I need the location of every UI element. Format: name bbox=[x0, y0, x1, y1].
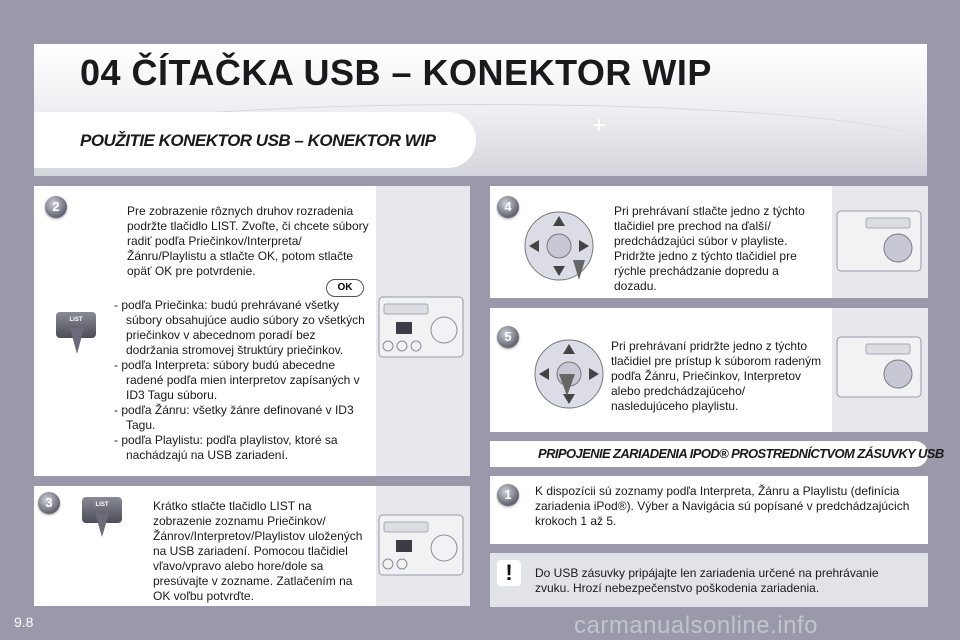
press-arrow-icon bbox=[70, 326, 84, 354]
list-button-icon: LIST bbox=[82, 497, 122, 523]
ipod-step1-badge: 1 bbox=[497, 484, 519, 506]
radio-unit-icon bbox=[378, 296, 464, 358]
radio-unit-icon bbox=[836, 336, 922, 398]
list-button-icon: LIST bbox=[56, 312, 96, 338]
step5-text: Pri prehrávaní pridržte jedno z týchto tlačidiel pre prístup k súborom radeným podľa Žánru, Priečinkov, Interpretov alebo predchádzajúceho/ nasledujúceho playlistu. bbox=[611, 339, 822, 413]
decorative-plus-icon: + bbox=[592, 112, 607, 139]
ipod-step1-text: K dispozícii sú zoznamy podľa Interpreta, Žánru a Playlistu (definícia zariadenia iPod®). Výber a Navigácia sú popísané v predchádzajúcich krokoch 1 až 5. bbox=[535, 484, 910, 528]
radio-unit-icon bbox=[836, 210, 922, 272]
ok-button-icon: OK bbox=[326, 279, 364, 297]
section-title: POUŽITIE KONEKTOR USB – KONEKTOR WIP bbox=[80, 131, 436, 150]
list-item: - podľa Interpreta: súbory budú abecedne radené podľa mien interpretov zapísaných v ID3 Tagu súboru. bbox=[114, 358, 360, 402]
navigation-pad-icon bbox=[529, 338, 609, 410]
list-item: - podľa Priečinka: budú prehrávané všetky súbory obsahujúce audio súbory zo všetkých priečinkov v abecednom poradí bez dodržania stromovej štruktúry priečinkov. bbox=[114, 298, 365, 357]
page-number: 9.8 bbox=[14, 614, 34, 630]
warning-text: Do USB zásuvky pripájajte len zariadenia určené na prehrávanie zvuku. Hrozí nebezpečenstvo poškodenia zariadenia. bbox=[535, 566, 879, 595]
exclamation-icon: ! bbox=[497, 560, 521, 586]
list-item: - podľa Žánru: všetky žánre definované v ID3 Tagu. bbox=[114, 403, 354, 432]
list-item: - podľa Playlistu: podľa playlistov, ktoré sa nachádzajú na USB zariadení. bbox=[114, 433, 338, 462]
radio-unit-icon bbox=[378, 514, 464, 576]
step5-badge: 5 bbox=[497, 326, 519, 348]
press-arrow-icon bbox=[95, 511, 109, 537]
navigation-pad-icon bbox=[519, 210, 599, 282]
step2-list bbox=[114, 298, 368, 463]
step3-badge: 3 bbox=[38, 492, 60, 514]
step2-intro: Pre zobrazenie rôznych druhov rozradenia podržte tlačidlo LIST. Zvoľte, či chcete súbory radiť podľa Priečinkov/Interpreta/Žánru/Playlistu a stlačte OK, potom stlačte opäť OK pre potvrdenie. bbox=[127, 204, 369, 278]
watermark: carmanualsonline.info bbox=[574, 612, 818, 639]
step3-text: Krátko stlačte tlačidlo LIST na zobrazenie zoznamu Priečinkov/ Žánrov/Interpretov/Playlistov uložených na USB zariadení. Pomocou tlačidiel vľavo/vpravo alebo hore/dole sa presúvajte v zozname. Zatlačením na OK voľbu potvrďte. bbox=[153, 499, 363, 603]
step4-badge: 4 bbox=[497, 196, 519, 218]
page-title: 04 ČÍTAČKA USB – KONEKTOR WIP bbox=[80, 52, 712, 93]
ipod-section-title: PRIPOJENIE ZARIADENIA IPOD® PROSTREDNÍCTVOM ZÁSUVKY USB bbox=[538, 446, 944, 461]
step4-text: Pri prehrávaní stlačte jedno z týchto tlačidiel pre prechod na ďalší/ predchádzajúci súbor v playliste. Pridržte jedno z týchto tlačidiel pre rýchle prechádzanie dopredu a dozadu. bbox=[614, 204, 805, 293]
step2-badge: 2 bbox=[45, 196, 67, 218]
